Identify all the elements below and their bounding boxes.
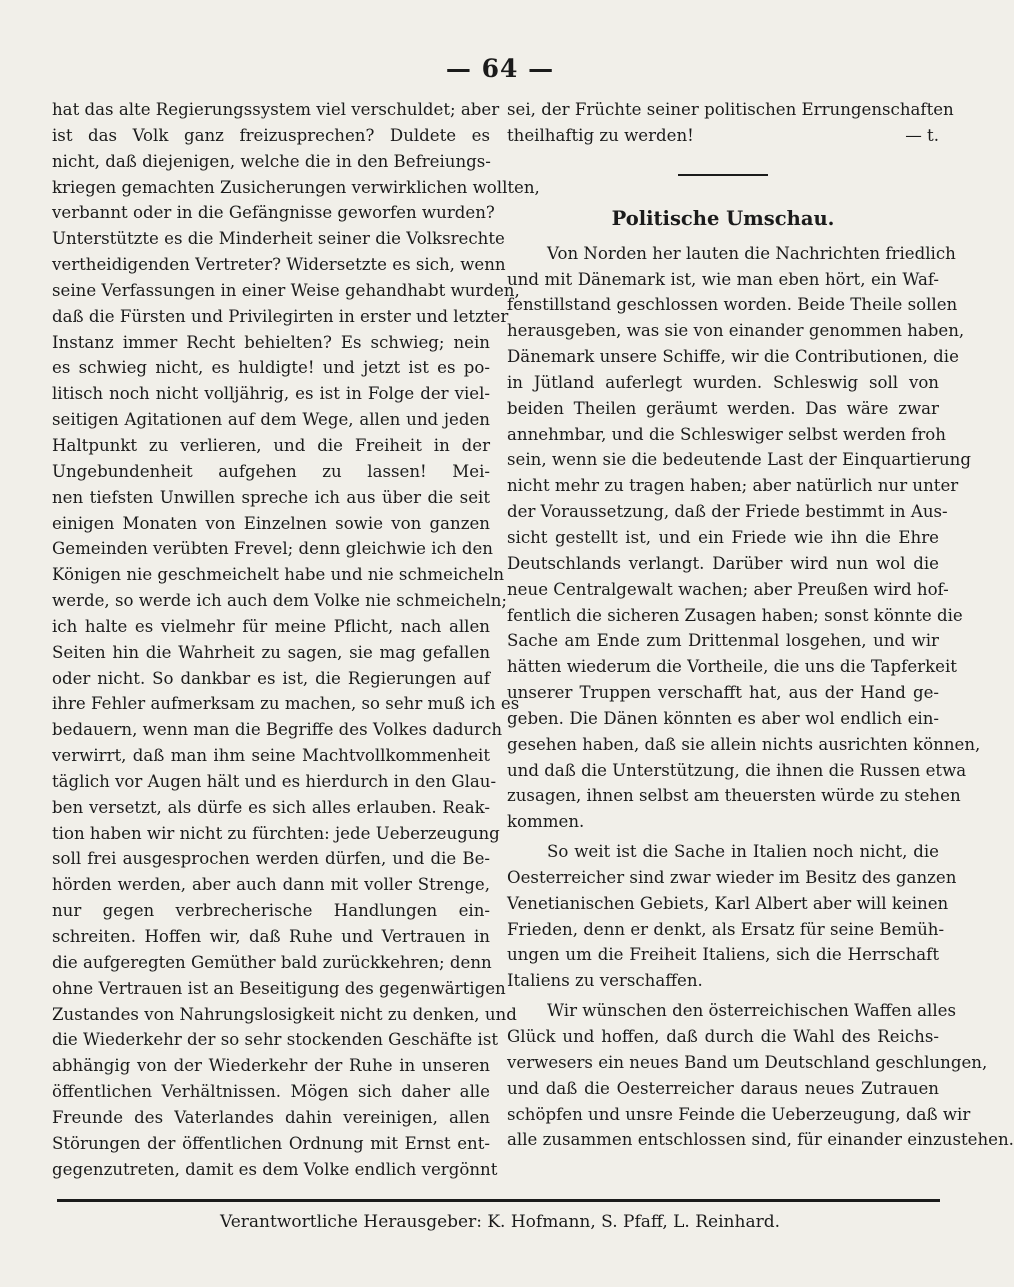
text-line: schreiten. Hoffen wir, daß Ruhe und Vertrauen in: [52, 927, 490, 946]
author-signature: — t.: [905, 125, 939, 145]
text-line: ich halte es vielmehr für meine Pflicht, nach allen: [52, 616, 490, 636]
text-line: Deutschlands verlangt. Darüber wird nun wol die: [507, 553, 939, 573]
text-line: und mit Dänemark ist, wie man eben hört, ein Waf-: [507, 269, 939, 289]
text-line: die Wiederkehr der so sehr stockenden Geschäfte ist: [52, 1030, 499, 1050]
text-line: Venetianischen Gebiets, Karl Albert aber will keinen: [507, 893, 949, 913]
text-line: nicht mehr zu tragen haben; aber natürlich nur unter: [507, 476, 959, 496]
text-line: oder nicht. So dankbar es ist, die Regierungen auf: [52, 668, 490, 688]
text-line: herausgeben, was sie von einander genommen haben,: [507, 321, 965, 341]
text-line: seine Verfassungen in einer Weise gehandhabt wurden,: [52, 280, 520, 300]
text-line: soll frei ausgesprochen werden dürfen, und die Be-: [52, 849, 490, 869]
text-line: ist das Volk ganz freizusprechen? Duldete es: [52, 125, 490, 145]
text-line: und daß die Oesterreicher daraus neues Zutrauen: [507, 1078, 939, 1098]
text-line: ungen um die Freiheit Italiens, sich die Herrschaft: [507, 945, 939, 965]
text-line: So weit ist die Sache in Italien noch nicht, die: [547, 842, 939, 862]
footer-divider: [57, 1199, 940, 1202]
text-line: nur gegen verbrecherische Handlungen ein-: [52, 901, 490, 921]
text-line: Königen nie geschmeichelt habe und nie schmeicheln: [52, 565, 505, 585]
text-line: die aufgeregten Gemüther bald zurückkehren; denn: [52, 952, 492, 972]
text-line: einigen Monaten von Einzelnen sowie von ganzen: [52, 513, 490, 533]
text-line: neue Centralgewalt wachen; aber Preußen wird hof-: [507, 579, 949, 599]
text-line: der Voraussetzung, daß der Friede bestimmt in Aus-: [507, 502, 948, 522]
text-line: kommen.: [507, 812, 585, 832]
text-line: seitigen Agitationen auf dem Wege, allen und jeden: [52, 410, 490, 430]
paragraph-austria: [507, 998, 1014, 1153]
text-line: fentlich die sicheren Zusagen haben; sonst könnte die: [507, 605, 963, 625]
text-line: fenstillstand geschlossen worden. Beide Theile sollen: [507, 295, 958, 315]
text-line: abhängig von der Wiederkehr der Ruhe in unseren: [52, 1056, 490, 1076]
text-line: Unterstützte es die Minderheit seiner die Volksrechte: [52, 229, 505, 249]
page-number: — 64 —: [445, 54, 555, 83]
text-line: Von Norden her lauten die Nachrichten friedlich: [547, 243, 956, 263]
text-line: Zustandes von Nahrungslosigkeit nicht zu denken, und: [52, 1004, 517, 1024]
text-line: tion haben wir nicht zu fürchten: jede Ueberzeugung: [52, 823, 500, 843]
paragraph-denmark: [507, 241, 981, 835]
text-line: nen tiefsten Unwillen spreche ich aus über die seit: [52, 487, 490, 507]
text-line: annehmbar, und die Schleswiger selbst werden froh: [507, 424, 946, 444]
text-line: Gemeinden verübten Frevel; denn gleichwie ich den: [52, 539, 493, 559]
section-divider: [678, 174, 768, 176]
text-line: Freunde des Vaterlandes dahin vereinigen, allen: [52, 1107, 490, 1127]
text-line: Glück und hoffen, daß durch die Wahl des Reichs-: [507, 1027, 939, 1046]
text-line: gegenzutreten, damit es dem Volke endlich vergönnt: [52, 1159, 498, 1179]
text-line: Ungebundenheit aufgehen zu lassen! Mei-: [52, 461, 490, 481]
text-line: sicht gestellt ist, und ein Friede wie ihn die Ehre: [507, 527, 939, 547]
text-line: und daß die Unterstützung, die ihnen die Russen etwa: [507, 760, 967, 780]
section-title: Politische Umschau.: [611, 206, 835, 230]
text-line: vertheidigenden Vertreter? Widersetzte es sich, wenn: [52, 255, 506, 275]
text-line: Instanz immer Recht behielten? Es schwieg; nein: [52, 332, 490, 352]
text-line: verwirrt, daß man ihm seine Machtvollkommenheit: [52, 746, 490, 766]
text-line: hörden werden, aber auch dann mit voller Strenge,: [52, 875, 490, 895]
continued-text-line: sei, der Früchte seiner politischen Errungenschaften: [507, 100, 954, 119]
text-line: alle zusammen entschlossen sind, für einander einzustehen.: [507, 1130, 1014, 1150]
text-line: verbannt oder in die Gefängnisse geworfen wurden?: [52, 203, 495, 223]
text-line: zusagen, ihnen selbst am theuersten würde zu stehen: [507, 786, 961, 806]
text-line: es schwieg nicht, es huldigte! und jetzt ist es po-: [52, 358, 490, 378]
text-line: hat das alte Regierungssystem viel verschuldet; aber: [52, 100, 500, 119]
text-line: öffentlichen Verhältnissen. Mögen sich daher alle: [52, 1082, 490, 1102]
text-line: sein, wenn sie die bedeutende Last der Einquartierung: [507, 450, 971, 470]
left-column-text: [52, 97, 540, 1182]
text-line: Dänemark unsere Schiffe, wir die Contributionen, die: [507, 347, 959, 367]
publisher-footer: Verantwortliche Herausgeber: K. Hofmann, S. Pfaff, L. Reinhard.: [220, 1212, 780, 1232]
text-line: ihre Fehler aufmerksam zu machen, so sehr muß ich es: [52, 694, 520, 714]
text-line: daß die Fürsten und Privilegirten in erster und letzter: [52, 306, 509, 326]
closing-line: [507, 123, 939, 149]
right-column: [507, 97, 1014, 1153]
paragraph-italy: [507, 839, 957, 994]
text-line: ben versetzt, als dürfe es sich alles erlauben. Reak-: [52, 797, 490, 817]
text-line: Haltpunkt zu verlieren, und die Freiheit in der: [52, 435, 490, 455]
text-line: Frieden, denn er denkt, als Ersatz für seine Bemüh-: [507, 919, 945, 939]
text-line: verwesers ein neues Band um Deutschland geschlungen,: [507, 1052, 988, 1072]
text-line: werde, so werde ich auch dem Volke nie schmeicheln;: [52, 591, 507, 611]
text-line: Wir wünschen den österreichischen Waffen alles: [547, 1001, 957, 1021]
closing-text: theilhaftig zu werden!: [507, 125, 694, 145]
text-line: Oesterreicher sind zwar wieder im Besitz des ganzen: [507, 867, 957, 887]
text-line: Italiens zu verschaffen.: [507, 971, 703, 991]
text-line: geben. Die Dänen könnten es aber wol endlich ein-: [507, 708, 939, 728]
text-line: nicht, daß diejenigen, welche die in den Befreiungs-: [52, 151, 491, 171]
text-line: Sache am Ende zum Drittenmal losgehen, und wir: [507, 631, 939, 651]
text-line: bedauern, wenn man die Begriffe des Volkes dadurch: [52, 720, 503, 740]
text-line: hätten wiederum die Vortheile, die uns die Tapferkeit: [507, 657, 957, 677]
text-line: in Jütland auferlegt wurden. Schleswig soll von: [507, 372, 939, 392]
text-line: beiden Theilen geräumt werden. Das wäre zwar: [507, 398, 939, 418]
text-line: Störungen der öffentlichen Ordnung mit Ernst ent-: [52, 1133, 490, 1153]
left-column: [52, 97, 540, 1182]
text-line: täglich vor Augen hält und es hierdurch in den Glau-: [52, 771, 497, 791]
text-line: ohne Vertrauen ist an Beseitigung des gegenwärtigen: [52, 978, 506, 998]
text-line: schöpfen und unsre Feinde die Ueberzeugung, daß wir: [507, 1104, 971, 1124]
text-line: Seiten hin die Wahrheit zu sagen, sie mag gefallen: [52, 642, 490, 662]
text-line: unserer Truppen verschafft hat, aus der Hand ge-: [507, 683, 939, 703]
text-line: litisch noch nicht volljährig, es ist in Folge der viel-: [52, 384, 490, 404]
text-line: gesehen haben, daß sie allein nichts ausrichten können,: [507, 734, 981, 754]
text-line: kriegen gemachten Zusicherungen verwirklichen wollten,: [52, 177, 540, 197]
